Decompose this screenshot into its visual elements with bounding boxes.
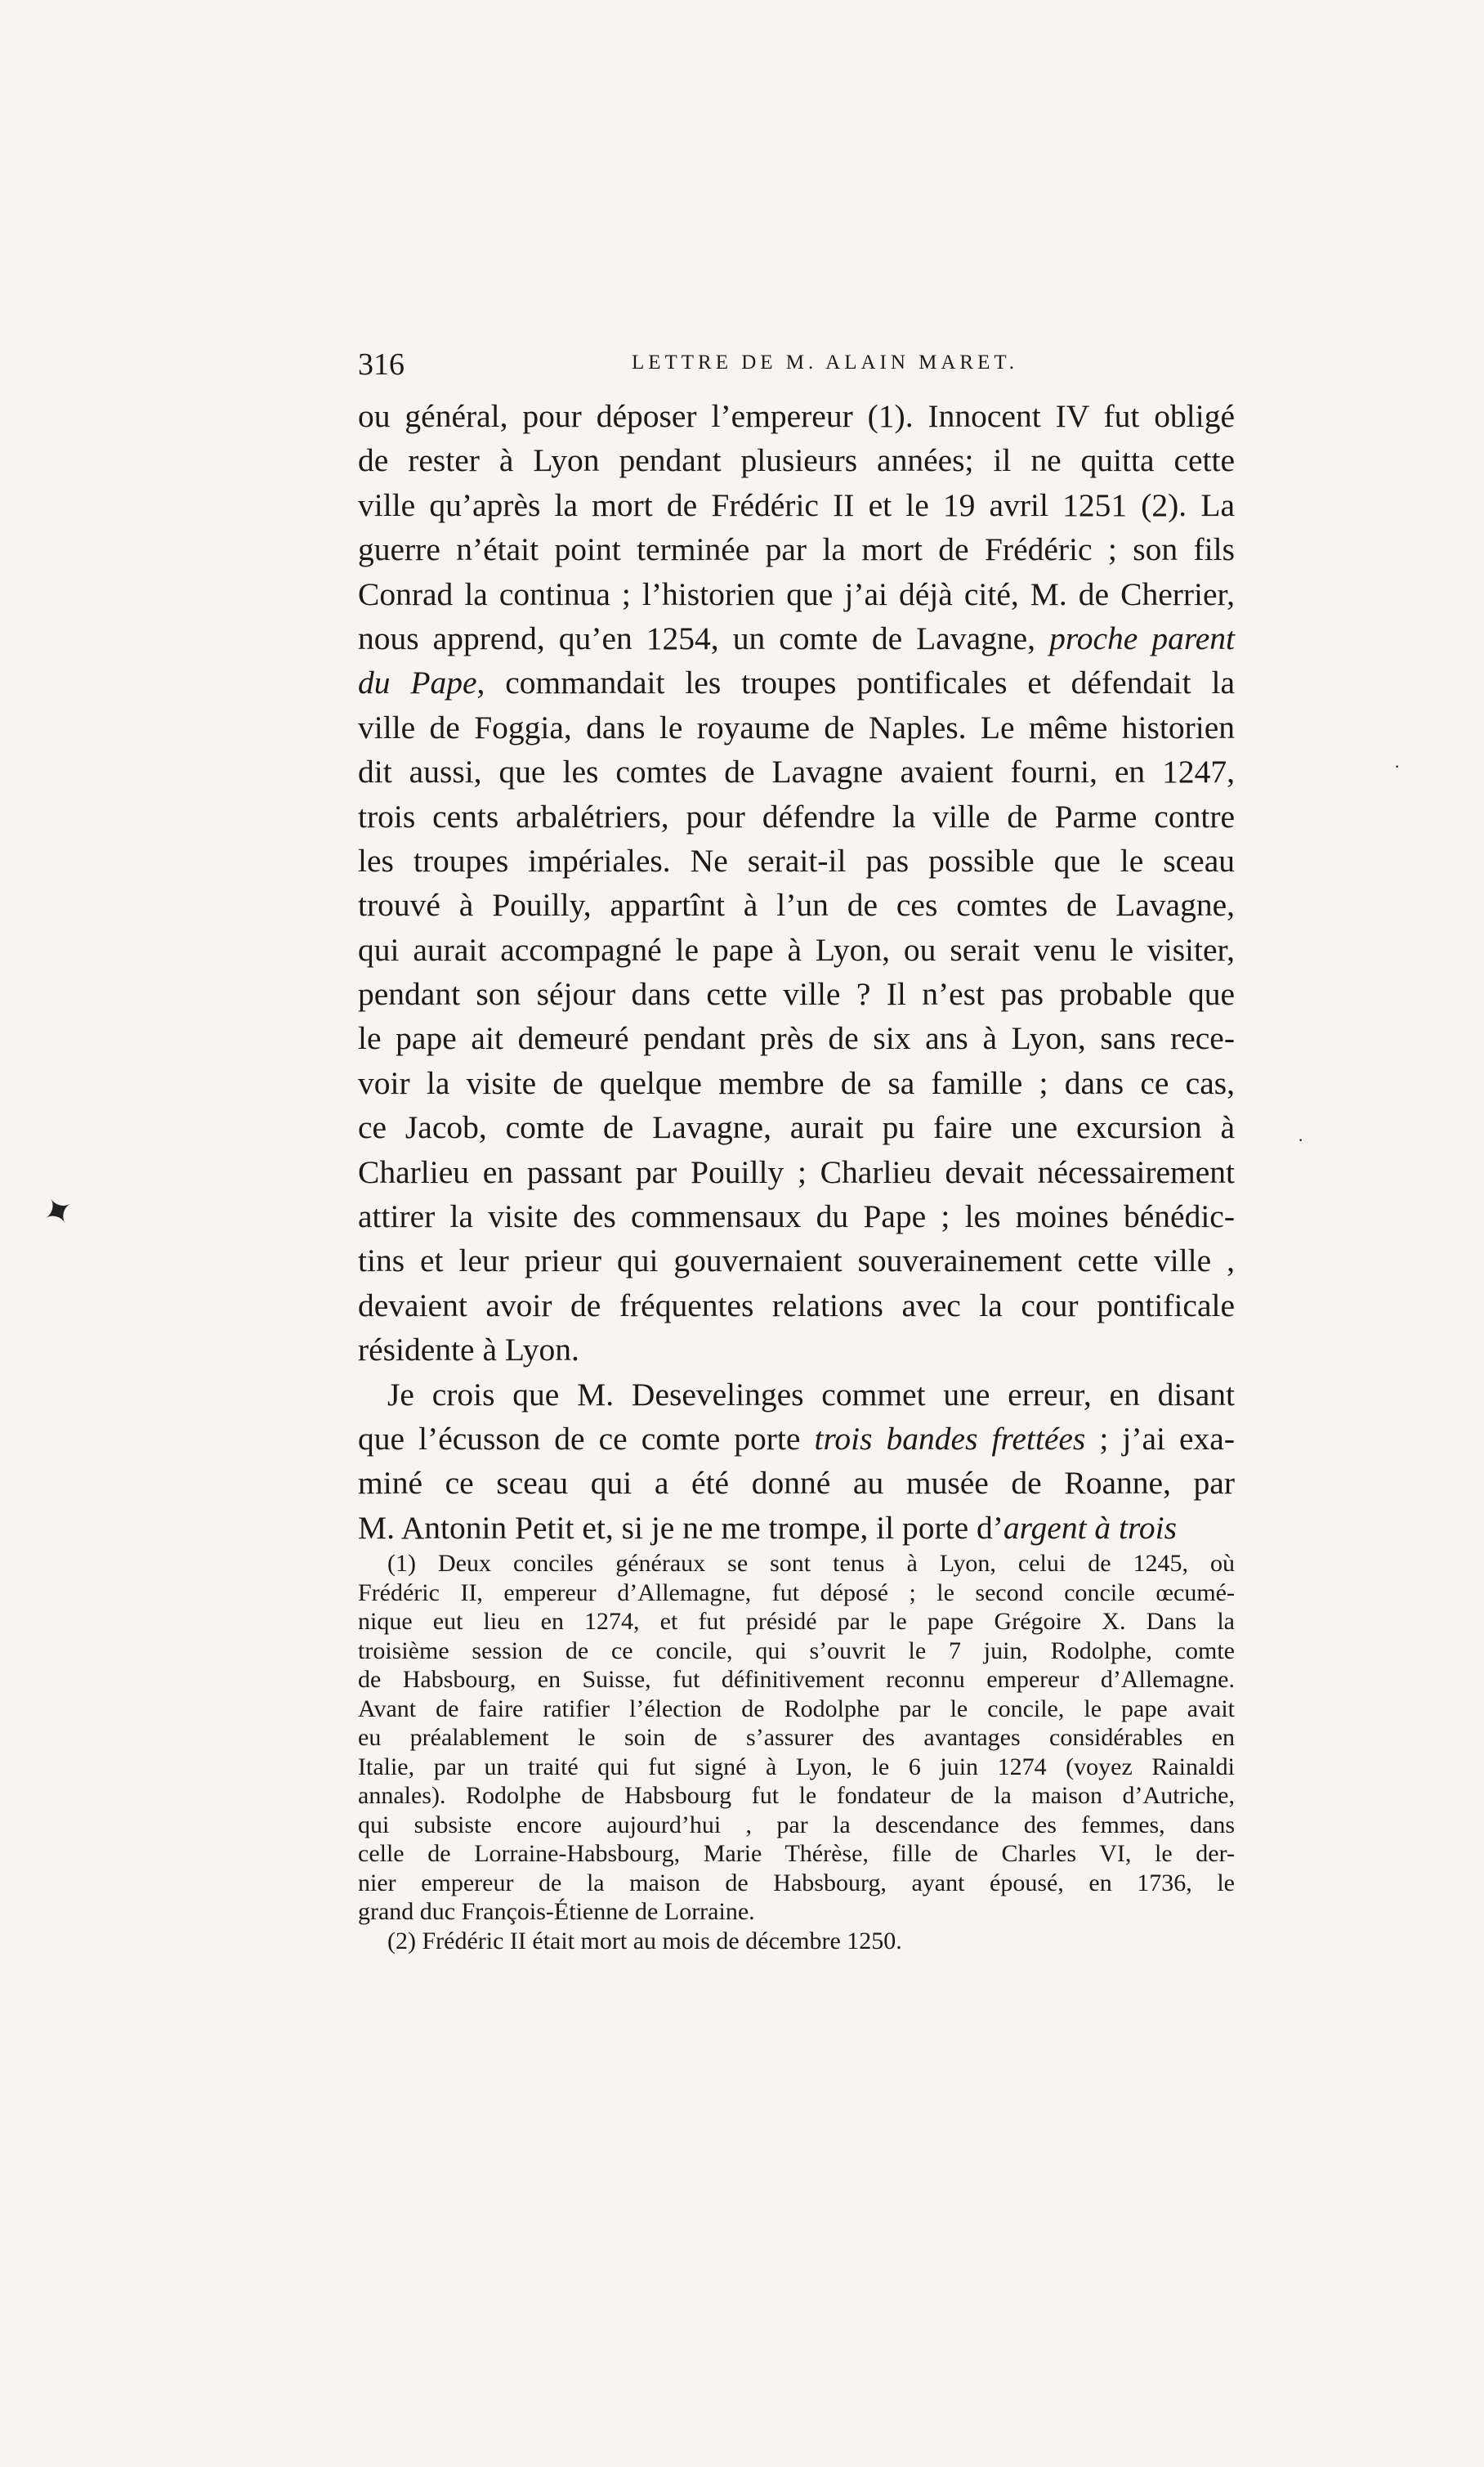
text-line: Conrad la continua ; l’historien que j’ai déjà cité, M. de Cherrier,	[358, 575, 1235, 612]
speck-mark: ·	[1394, 756, 1401, 777]
text-line: que l’écusson de ce comte porte trois bandes frettées ; j’ai exa-	[358, 1420, 1235, 1457]
text-line: les troupes impériales. Ne serait-il pas possible que le sceau	[358, 842, 1235, 879]
text-line: Avant de faire ratifier l’élection de Rodolphe par le concile, le pape avait	[358, 1695, 1235, 1722]
text-line: (1) Deux conciles généraux se sont tenus à Lyon, celui de 1245, où	[387, 1550, 1235, 1577]
text-line: attirer la visite des commensaux du Pape ; les moines bénédic-	[358, 1198, 1235, 1235]
text-line: le pape ait demeuré pendant près de six ans à Lyon, sans rece-	[358, 1020, 1235, 1057]
text-line: annales). Rodolphe de Habsbourg fut le fondateur de la maison d’Autriche,	[358, 1782, 1235, 1809]
text-line: M. Antonin Petit et, si je ne me trompe, il porte d’argent à trois	[358, 1509, 1178, 1546]
text-line: pendant son séjour dans cette ville ? Il n’est pas probable que	[358, 976, 1235, 1013]
speck-mark: ·	[1298, 1130, 1304, 1150]
text-line: qui aurait accompagné le pape à Lyon, ou serait venu le visiter,	[358, 931, 1235, 968]
text-line: miné ce sceau qui a été donné au musée de Roanne, par	[358, 1465, 1235, 1502]
text-line: Je crois que M. Desevelinges commet une erreur, en disant	[387, 1376, 1235, 1413]
text-line: trois cents arbalétriers, pour défendre la ville de Parme contre	[358, 798, 1235, 835]
text-line: grand duc François-Étienne de Lorraine.	[358, 1898, 755, 1925]
text-line: celle de Lorraine-Habsbourg, Marie Thérèse, fille de Charles VI, le der-	[358, 1840, 1235, 1867]
body-text	[358, 394, 1235, 1550]
text-line: résidente à Lyon.	[358, 1332, 579, 1368]
text-line: eu préalablement le soin de s’assurer des avantages considérables en	[358, 1724, 1235, 1751]
footnotes	[358, 1549, 1235, 1955]
text-line: nique eut lieu en 1274, et fut présidé par le pape Grégoire X. Dans la	[358, 1608, 1235, 1635]
text-line: du Pape, commandait les troupes pontificales et défendait la	[358, 665, 1235, 701]
text-line: ville qu’après la mort de Frédéric II et le 19 avril 1251 (2). La	[358, 486, 1235, 523]
text-line: nous apprend, qu’en 1254, un comte de Lavagne, proche parent	[358, 620, 1235, 656]
text-line: Italie, par un traité qui fut signé à Lyon, le 6 juin 1274 (voyez Rainaldi	[358, 1753, 1235, 1780]
text-line: qui subsiste encore aujourd’hui , par la descendance des femmes, dans	[358, 1811, 1235, 1838]
page-number: 316	[358, 347, 405, 382]
text-line: nier empereur de la maison de Habsbourg, ayant épousé, en 1736, le	[358, 1869, 1235, 1896]
text-line: ou général, pour déposer l’empereur (1). Innocent IV fut obligé	[358, 398, 1235, 434]
text-line: dit aussi, que les comtes de Lavagne avaient fourni, en 1247,	[358, 754, 1235, 790]
running-head: LETTRE DE M. ALAIN MARET.	[631, 351, 1019, 374]
text-line: ville de Foggia, dans le royaume de Naples. Le même historien	[358, 709, 1235, 745]
text-line: voir la visite de quelque membre de sa famille ; dans ce cas,	[358, 1064, 1235, 1101]
ink-blot-mark: ✦	[34, 1185, 83, 1238]
text-line: Frédéric II, empereur d’Allemagne, fut déposé ; le second concile œcumé-	[358, 1578, 1235, 1606]
text-line: troisième session de ce concile, qui s’ouvrit le 7 juin, Rodolphe, comte	[358, 1636, 1235, 1664]
text-line: trouvé à Pouilly, appartînt à l’un de ces comtes de Lavagne,	[358, 887, 1235, 924]
text-line: Charlieu en passant par Pouilly ; Charlieu devait nécessairement	[358, 1153, 1235, 1190]
text-line: guerre n’était point terminée par la mort de Frédéric ; son fils	[358, 531, 1235, 568]
text-line: de Habsbourg, en Suisse, fut définitivement reconnu empereur d’Allemagne.	[358, 1666, 1235, 1693]
text-line: (2) Frédéric II était mort au mois de décembre 1250.	[387, 1927, 902, 1954]
text-line: devaient avoir de fréquentes relations avec la cour pontificale	[358, 1287, 1235, 1323]
page-header	[358, 345, 1235, 386]
text-line: ce Jacob, comte de Lavagne, aurait pu faire une excursion à	[358, 1109, 1235, 1146]
text-line: tins et leur prieur qui gouvernaient souverainement cette ville ,	[358, 1242, 1235, 1279]
text-line: de rester à Lyon pendant plusieurs années; il ne quitta cette	[358, 442, 1235, 479]
